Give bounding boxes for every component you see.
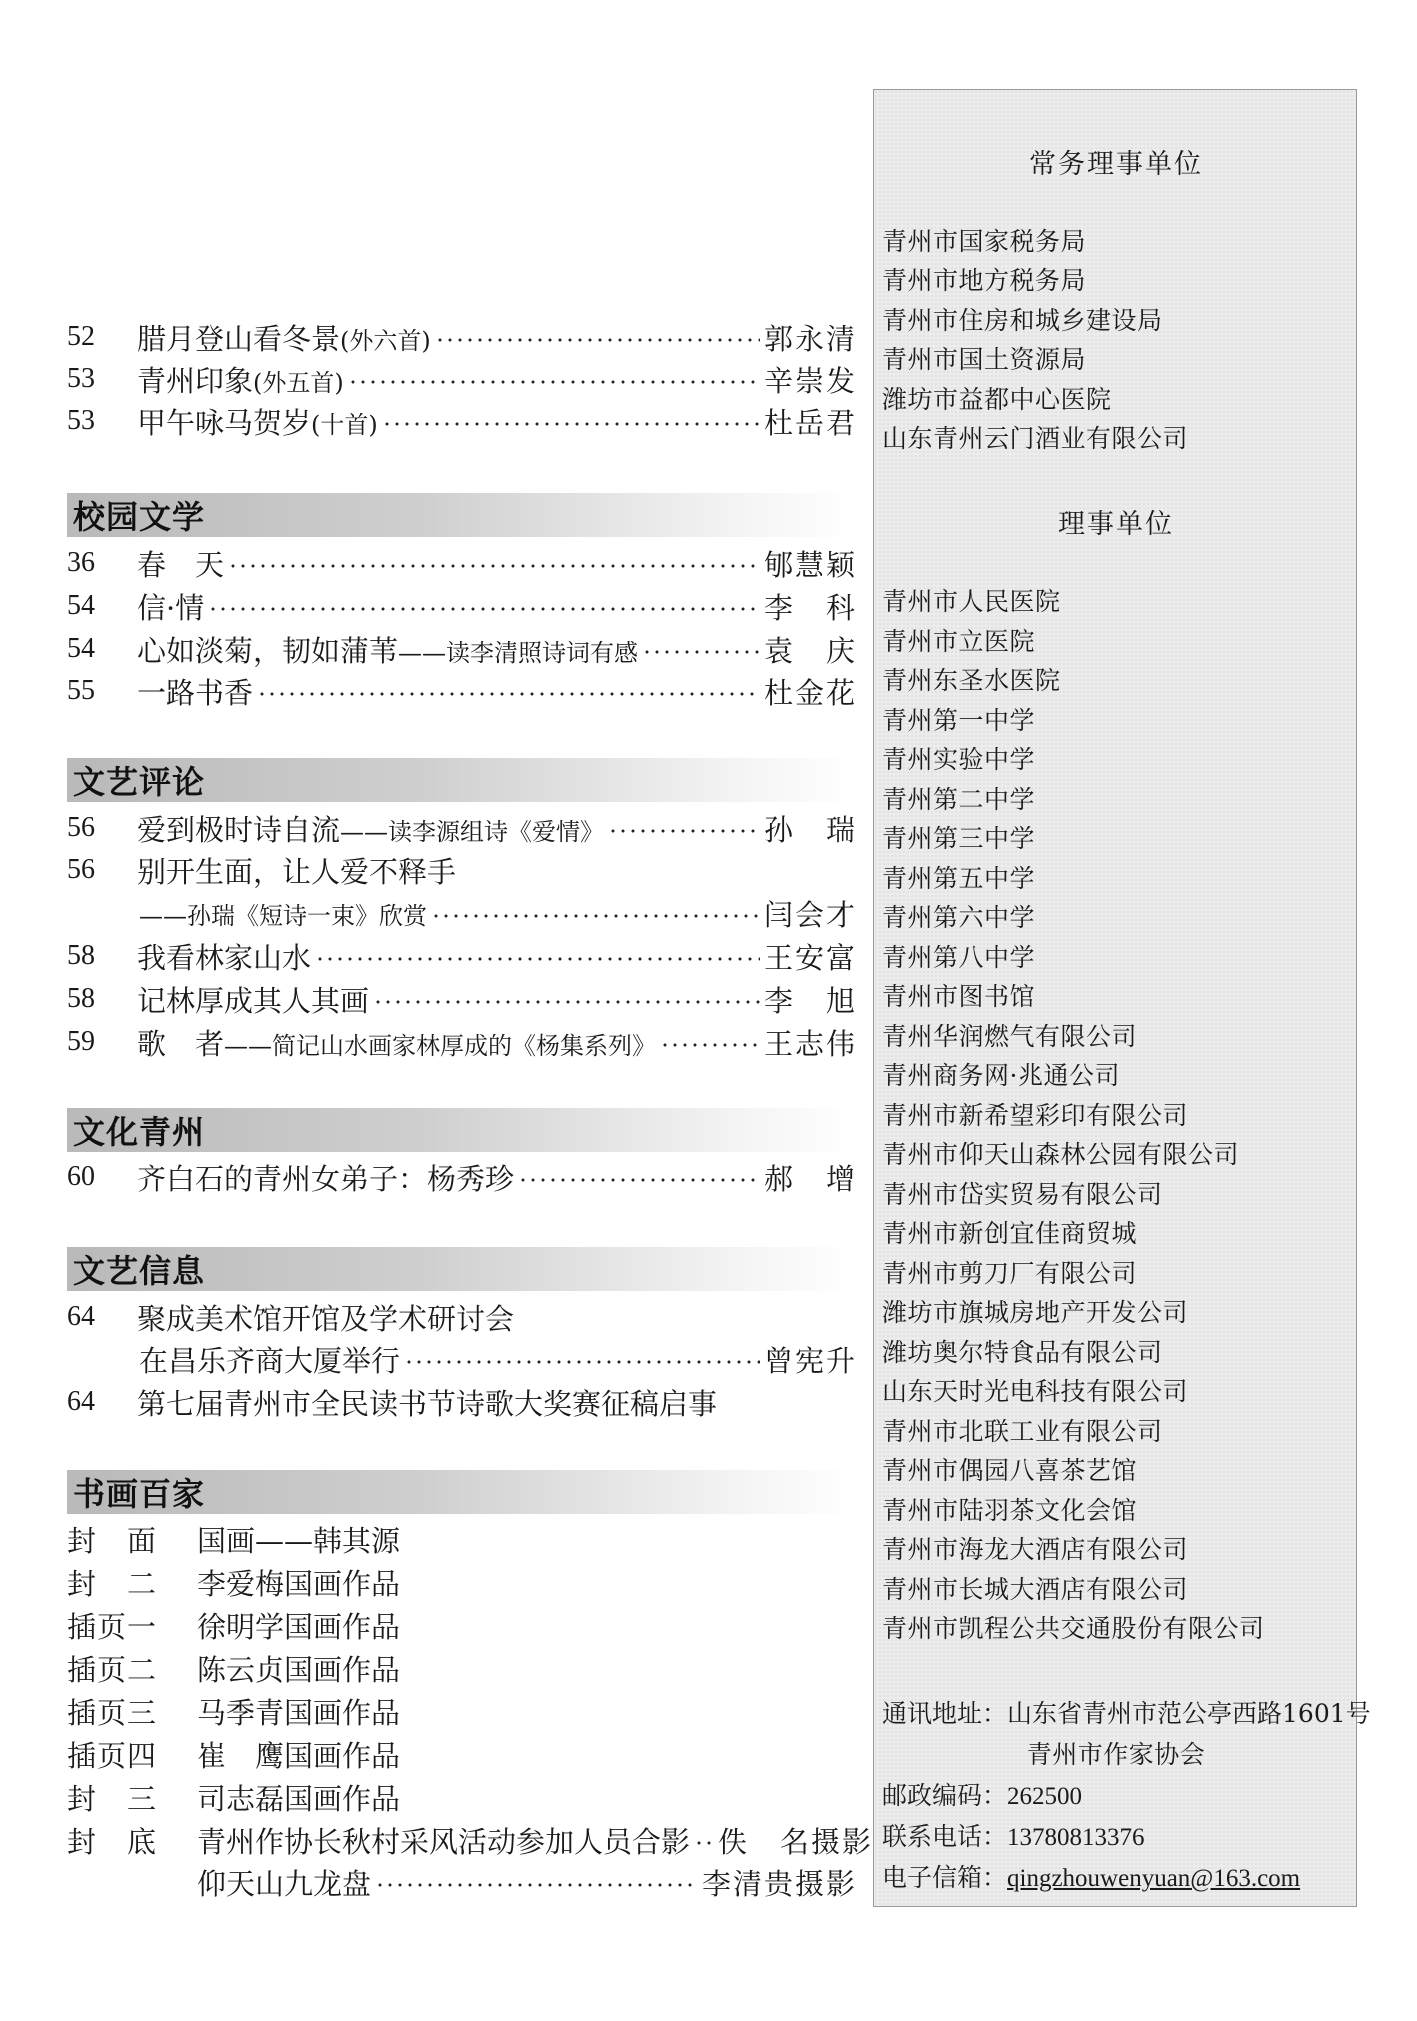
toc-entry[interactable] [67,359,857,399]
council-member: 青州市立医院 [882,627,1036,656]
leader-dots [642,649,760,655]
art-title: 马季青国画作品 [197,1695,401,1730]
leader-dots [694,1840,714,1846]
council-member: 青州第三中学 [882,824,1036,853]
entry-subtitle: ——孙瑞《短诗一束》欣赏 [139,901,427,930]
leader-dots [257,691,760,697]
art-title: 青州作协长秋村采风活动参加人员合影 [197,1824,691,1859]
art-entry[interactable] [67,1777,857,1817]
standing-member: 青州市地方税务局 [882,266,1087,295]
leader-dots [435,337,760,343]
email-link[interactable]: qingzhouwenyuan@163.com [1007,1865,1301,1892]
art-entry[interactable] [67,1820,874,1860]
entry-author: 郇慧颖 [763,547,857,582]
page-number: 64 [67,1386,95,1417]
art-entry[interactable] [67,1648,857,1688]
entry-title: 我看林家山水 [137,940,312,975]
entry-title: 青州印象(外五首) [137,363,344,398]
standing-member: 青州市国土资源局 [882,345,1087,374]
entry-author: 郝 增 [763,1161,857,1196]
entry-title: 信·情 [137,590,205,625]
art-entry[interactable] [67,1605,857,1645]
council-member: 青州第六中学 [882,903,1036,932]
council-member: 青州市岱实贸易有限公司 [882,1180,1163,1209]
toc-entry[interactable] [67,936,857,976]
council-member: 青州市图书馆 [882,982,1036,1011]
phone-label: 联系电话： [882,1822,1008,1851]
art-title: 陈云贞国画作品 [197,1652,401,1687]
toc-entry[interactable] [67,401,857,441]
standing-member: 潍坊市益都中心医院 [882,385,1112,414]
council-member: 青州实验中学 [882,745,1036,774]
phone-line [882,1817,1145,1853]
art-title: 国画——韩其源 [197,1523,401,1558]
council-member: 青州市偶园八喜茶艺馆 [882,1456,1138,1485]
council-member: 青州第五中学 [882,864,1036,893]
entry-author: 曾宪升 [763,1343,857,1378]
entry-title: 齐白石的青州女弟子：杨秀珍 [137,1161,515,1196]
entry-title: 第七届青州市全民读书节诗歌大奖赛征稿启事 [137,1386,718,1421]
address-line [882,1694,1371,1730]
leader-dots [518,1177,760,1183]
phone-value: 13780813376 [1007,1824,1145,1851]
entry-title: 腊月登山看冬景(外六首) [137,321,431,356]
standing-member: 山东青州云门酒业有限公司 [882,424,1189,453]
council-member: 青州市海龙大酒店有限公司 [882,1535,1189,1564]
standing-member: 青州市国家税务局 [882,227,1087,256]
art-position: 封 三 [67,1781,158,1816]
council-member: 青州市剪刀厂有限公司 [882,1259,1138,1288]
council-member: 青州市仰天山森林公园有限公司 [882,1140,1240,1169]
page-number: 52 [67,321,95,352]
council-member: 潍坊奥尔特食品有限公司 [882,1338,1163,1367]
page-number: 53 [67,405,95,436]
page-number: 53 [67,363,95,394]
leader-dots [660,1042,760,1048]
toc-entry[interactable] [67,629,857,669]
toc-entry[interactable] [67,317,857,357]
art-title: 崔 鹰国画作品 [197,1738,401,1773]
page-number: 60 [67,1161,95,1192]
art-credit: 佚 名摄影 [718,1824,874,1859]
art-entry[interactable] [67,1519,857,1559]
entry-title: 别开生面，让人爱不释手 [137,854,457,889]
toc-entry[interactable] [67,543,857,583]
entry-author: 王安富 [763,940,857,975]
leader-dots [375,1882,698,1888]
council-member: 潍坊市旗城房地产开发公司 [882,1298,1189,1327]
entry-author: 李 科 [763,590,857,625]
art-credit: 李清贵摄影 [701,1866,857,1901]
toc-entry[interactable] [67,979,857,1019]
standing-council-heading: 常务理事单位 [1029,149,1203,180]
entry-author: 李 旭 [763,983,857,1018]
council-member: 青州市新创宜佳商贸城 [882,1219,1138,1248]
entry-author: 孙 瑞 [763,812,857,847]
council-member: 青州第八中学 [882,943,1036,972]
page-number: 58 [67,940,95,971]
standing-member: 青州市住房和城乡建设局 [882,306,1163,335]
entry-author: 袁 庆 [763,633,857,668]
entry-author: 郭永清 [763,321,857,356]
art-entry[interactable] [67,1691,857,1731]
council-member: 青州市新希望彩印有限公司 [882,1101,1189,1130]
art-title: 李爱梅国画作品 [197,1566,401,1601]
art-position: 封 二 [67,1566,158,1601]
section-heading-review: 文艺评论 [67,758,857,802]
entry-author: 辛崇发 [763,363,857,398]
council-member: 青州商务网·兆通公司 [882,1061,1120,1090]
postcode-line [882,1776,1082,1812]
art-title: 司志磊国画作品 [197,1781,401,1816]
entry-author: 王志伟 [763,1026,857,1061]
council-member: 山东天时光电科技有限公司 [882,1377,1189,1406]
toc-entry-continuation[interactable] [67,1339,857,1379]
council-member: 青州市凯程公共交通股份有限公司 [882,1614,1265,1643]
art-position: 封 面 [67,1523,158,1558]
section-heading-art: 书画百家 [67,1470,857,1514]
email-line [882,1858,1300,1894]
page-number: 56 [67,812,95,843]
page-number: 64 [67,1301,95,1332]
leader-dots [315,956,760,962]
toc-entry[interactable] [67,671,857,711]
council-member: 青州市长城大酒店有限公司 [882,1575,1189,1604]
entry-title: 甲午咏马贺岁(十首) [137,405,378,440]
section-heading-campus: 校园文学 [67,493,857,537]
toc-entry[interactable] [67,1382,857,1422]
address-label: 通讯地址： [882,1699,1008,1728]
entry-title: 春 天 [137,547,225,582]
council-member: 青州东圣水医院 [882,666,1061,695]
art-entry[interactable] [67,1862,857,1902]
council-member: 青州市北联工业有限公司 [882,1417,1163,1446]
council-member: 青州市人民医院 [882,587,1061,616]
toc-entry[interactable] [67,808,857,848]
page-number: 36 [67,547,95,578]
page-number: 59 [67,1026,95,1057]
art-position: 插页三 [67,1695,158,1730]
email-label: 电子信箱： [882,1863,1008,1892]
leader-dots [404,1359,760,1365]
entry-title: 爱到极时诗自流——读李源组诗《爱情》 [137,812,605,847]
entry-author: 杜金花 [763,675,857,710]
entry-author: 杜岳君 [763,405,857,440]
art-title: 仰天山九龙盘 [197,1866,372,1901]
entry-title: 歌 者——简记山水画家林厚成的《杨集系列》 [137,1026,657,1061]
leader-dots [382,421,760,427]
page-number: 55 [67,675,95,706]
toc-entry[interactable] [67,850,857,890]
section-heading-news: 文艺信息 [67,1247,857,1291]
art-entry[interactable] [67,1562,857,1602]
art-entry[interactable] [67,1734,857,1774]
toc-entry-continuation[interactable] [67,893,857,933]
org-name: 青州市作家协会 [1026,1740,1206,1769]
postcode-value: 262500 [1007,1783,1083,1810]
sponsor-sidebar [873,89,1371,1907]
council-member: 青州第二中学 [882,785,1036,814]
art-position: 封 底 [67,1824,158,1859]
leader-dots [608,828,760,834]
section-heading-culture: 文化青州 [67,1108,857,1152]
entry-title: 聚成美术馆开馆及学术研讨会 [137,1301,515,1336]
leader-dots [348,379,760,385]
council-heading: 理事单位 [1058,509,1174,540]
entry-title: 记林厚成其人其画 [137,983,370,1018]
council-member: 青州市陆羽茶文化会馆 [882,1496,1138,1525]
page-number: 54 [67,633,95,664]
page-number: 56 [67,854,95,885]
art-position: 插页一 [67,1609,158,1644]
entry-title: 在昌乐齐商大厦举行 [139,1343,401,1378]
toc-entry[interactable] [67,1022,857,1062]
address-value: 山东省青州市范公亭西路1601号 [1007,1699,1371,1728]
leader-dots [228,563,760,569]
page-number: 58 [67,983,95,1014]
entry-author: 闫会才 [763,897,857,932]
leader-dots [373,999,760,1005]
art-position: 插页四 [67,1738,158,1773]
council-member: 青州第一中学 [882,706,1036,735]
page-number: 54 [67,590,95,621]
art-title: 徐明学国画作品 [197,1609,401,1644]
toc-entry[interactable] [67,1157,857,1197]
entry-title: 心如淡菊，韧如蒲苇——读李清照诗词有感 [137,633,639,668]
council-member: 青州华润燃气有限公司 [882,1022,1138,1051]
art-position: 插页二 [67,1652,158,1687]
entry-title: 一路书香 [137,675,254,710]
leader-dots [208,606,760,612]
toc-entry[interactable] [67,1297,857,1337]
postcode-label: 邮政编码： [882,1781,1008,1810]
leader-dots [431,913,760,919]
toc-entry[interactable] [67,586,857,626]
